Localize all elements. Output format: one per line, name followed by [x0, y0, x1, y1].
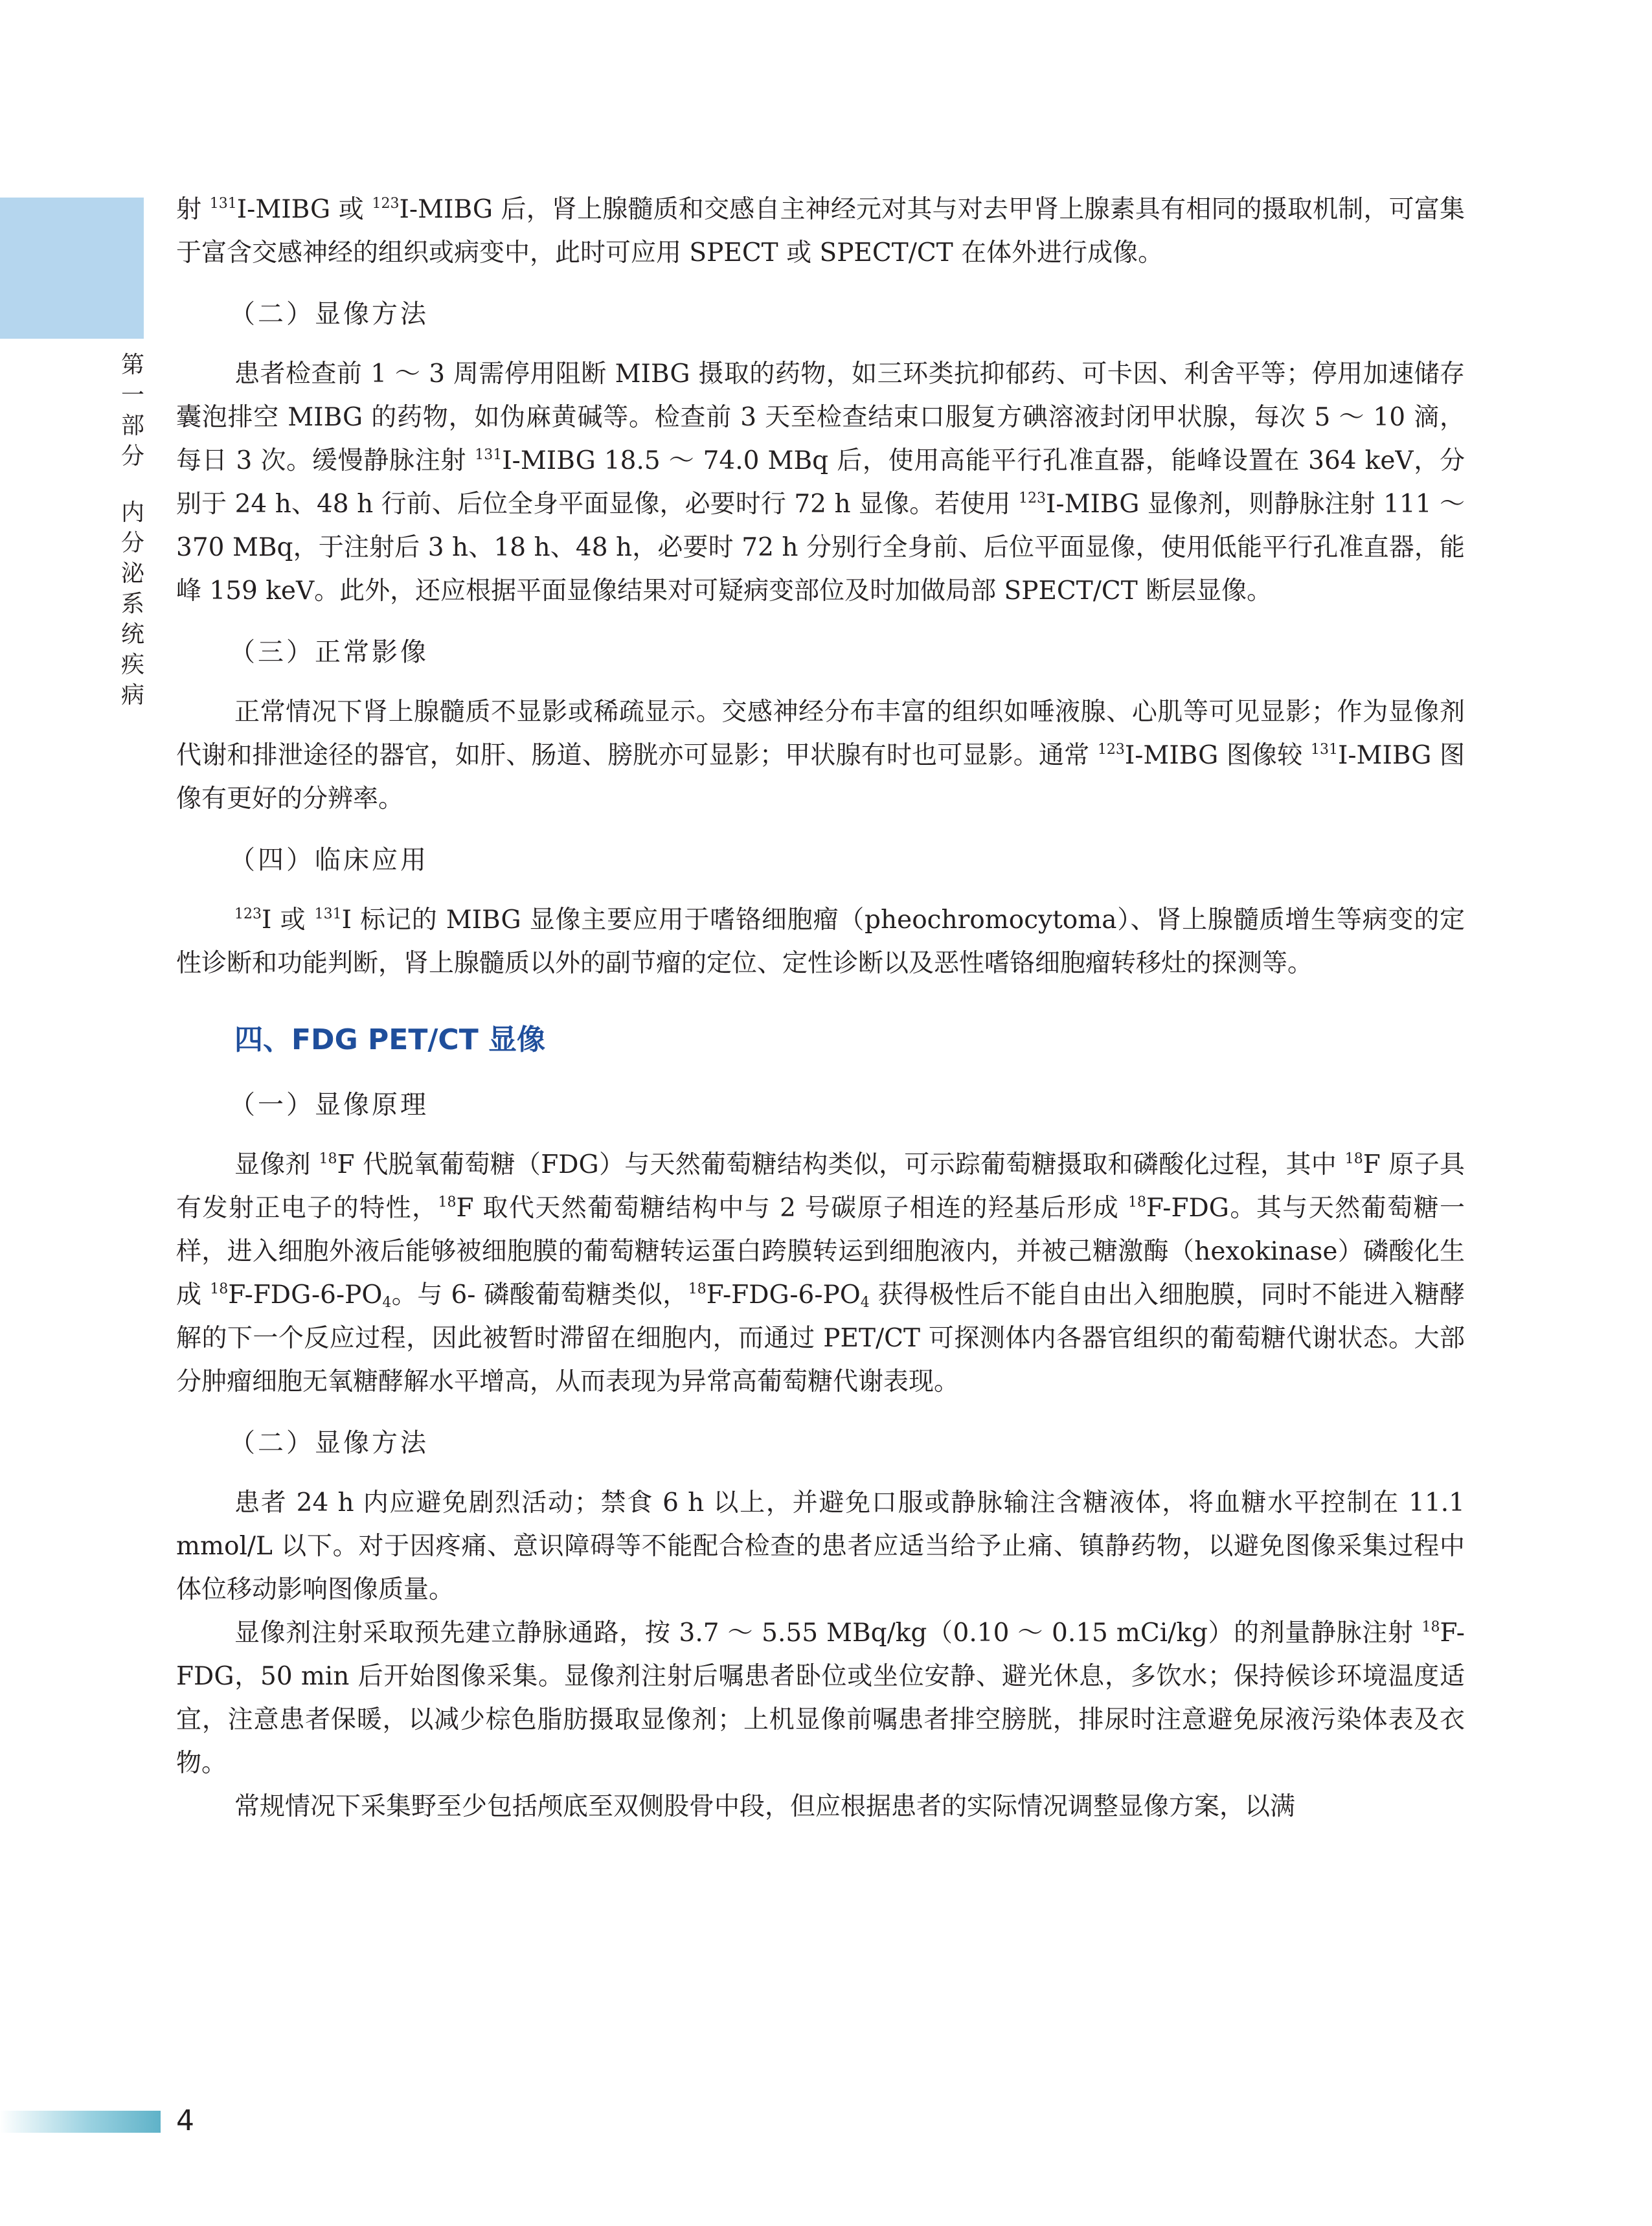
heading-imaging-method-1: （二）显像方法: [229, 299, 429, 329]
paragraph-normal-image: 正常情况下肾上腺髓质不显影或稀疏显示。交感神经分布丰富的组织如唾液腺、心肌等可见显影；作为显像剂代谢和排泄途径的器官，如肝、肠道、膀胱亦可显影；甲状腺有时也可显影。通常 $^{123}$I-MIBG 图像较 $^{131}$I-MIBG 图像有更好的分辨率。: [176, 698, 1465, 813]
paragraph-clinical-application: $^{123}$I 或 $^{131}$I 标记的 MIBG 显像主要应用于嗜铬细胞瘤（pheochromocytoma）、肾上腺髓质增生等病变的定性诊断和功能判断，肾上腺髓质以外的副节瘤的定位、定性诊断以及恶性嗜铬细胞瘤转移灶的探测等。: [176, 905, 1465, 978]
sidebar-color-block: [0, 198, 144, 339]
sidebar-section-label: [115, 350, 150, 710]
sidebar-title-label: 内分泌系统疾病: [120, 499, 144, 709]
section-title-fdg-petct: 四、FDG PET/CT 显像: [234, 1023, 546, 1056]
heading-clinical-application: （四）临床应用: [229, 845, 429, 875]
paragraph-mibg-method: 患者检查前 1 ～ 3 周需停用阻断 MIBG 摄取的药物，如三环类抗抑郁药、可卡因、利舍平等；停用加速储存囊泡排空 MIBG 的药物，如伪麻黄碱等。检查前 3 天至检查结束口服复方碘溶液封闭甲状腺，每次 5 ～ 10 滴，每日 3 次。缓慢静脉注射 $^{131}$I-MIBG 18.5 ～ 74.0 MBq 后，使用高能平行孔准直器，能峰设置在 364 keV，分别于 24 h、48 h 行前、后位全身平面显像，必要时行 72 h 显像。若使用 $^{123}$I-MIBG 显像剂，则静脉注射 111 ～ 370 MBq，于注射后 3 h、18 h、48 h，必要时 72 h 分别行全身前、后位平面显像，使用低能平行孔准直器，能峰 159 keV。此外，还应根据平面显像结果对可疑病变部位及时加做局部 SPECT/CT 断层显像。: [176, 359, 1465, 606]
paragraph-patient-preparation: 患者 24 h 内应避免剧烈活动；禁食 6 h 以上，并避免口服或静脉输注含糖液体，将血糖水平控制在 11.1 mmol/L 以下。对于因疼痛、意识障碍等不能配合检查的患者应适当给予止痛、镇静药物，以避免图像采集过程中体位移动影响图像质量。: [176, 1488, 1465, 1604]
heading-imaging-method-2: （二）显像方法: [229, 1428, 429, 1458]
paragraph-acquisition: 常规情况下采集野至少包括颅底至双侧股骨中段，但应根据患者的实际情况调整显像方案，以满: [234, 1792, 1296, 1821]
heading-normal-image: （三）正常影像: [229, 637, 429, 667]
page-content: [176, 188, 1465, 1828]
page-number: 4: [176, 2104, 194, 2137]
paragraph-injection: 显像剂注射采取预先建立静脉通路，按 3.7 ～ 5.55 MBq/kg（0.10 ～ 0.15 mCi/kg）的剂量静脉注射 $^{18}$F-FDG，50 min 后开始图像采集。显像剂注射后嘱患者卧位或坐位安静、避光休息，多饮水；保持候诊环境温度适宜，注意患者保暖，以减少棕色脂肪摄取显像剂；上机显像前嘱患者排空膀胱，排尿时注意避免尿液污染体表及衣物。: [176, 1618, 1465, 1778]
heading-imaging-principle: （一）显像原理: [229, 1090, 429, 1120]
paragraph-mibg-uptake: 射 $^{131}$I-MIBG 或 $^{123}$I-MIBG 后，肾上腺髓质和交感自主神经元对其与对去甲肾上腺素具有相同的摄取机制，可富集于富含交感神经的组织或病变中，此时可应用 SPECT 或 SPECT/CT 在体外进行成像。: [176, 195, 1465, 267]
footer-gradient-bar: [0, 2111, 161, 2133]
sidebar-part-label: 第一部分: [120, 352, 144, 470]
paragraph-fdg-principle: 显像剂 $^{18}$F 代脱氧葡萄糖（FDG）与天然葡萄糖结构类似，可示踪葡萄糖摄取和磷酸化过程，其中 $^{18}$F 原子具有发射正电子的特性，$^{18}$F 取代天然葡萄糖结构中与 2 号碳原子相连的羟基后形成 $^{18}$F-FDG。其与天然葡萄糖一样，进入细胞外液后能够被细胞膜的葡萄糖转运蛋白跨膜转运到细胞液内，并被己糖激酶（hexokinase）磷酸化生成 $^{18}F-FDG-6-PO_4$。与 6- 磷酸葡萄糖类似，$^{18}F-FDG-6-PO_4$ 获得极性后不能自由出入细胞膜，同时不能进入糖酵解的下一个反应过程，因此被暂时滞留在细胞内，而通过 PET/CT 可探测体内各器官组织的葡萄糖代谢状态。大部分肿瘤细胞无氧糖酵解水平增高，从而表现为异常高葡萄糖代谢表现。: [176, 1150, 1465, 1396]
